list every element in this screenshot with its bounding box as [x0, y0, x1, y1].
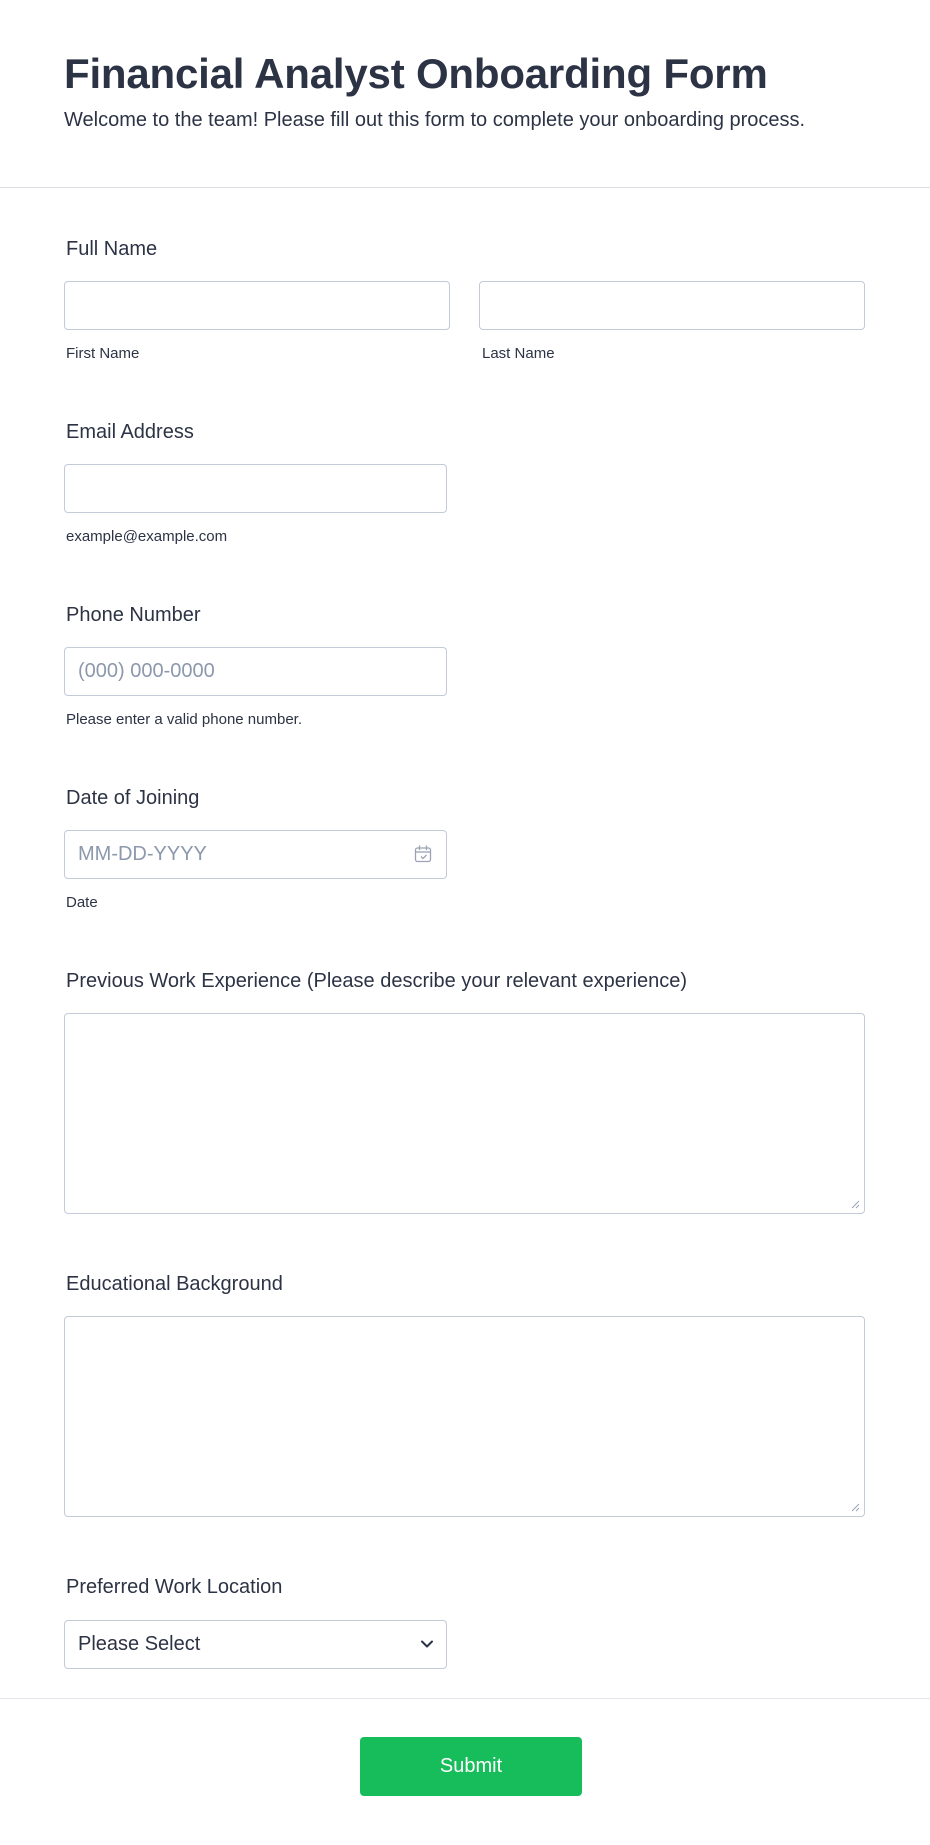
form-header: [0, 0, 930, 188]
resize-handle-icon[interactable]: [850, 1199, 860, 1209]
calendar-icon[interactable]: [414, 845, 432, 863]
first-name-input[interactable]: [64, 281, 450, 330]
education-label: Educational Background: [66, 1273, 283, 1295]
email-sublabel: example@example.com: [66, 528, 228, 545]
experience-textarea[interactable]: [64, 1013, 865, 1214]
phone-input[interactable]: [64, 647, 447, 696]
first-name-sublabel: First Name: [66, 345, 140, 362]
full-name-label: Full Name: [66, 238, 158, 260]
last-name-input[interactable]: [479, 281, 865, 330]
phone-sublabel: Please enter a valid phone number.: [66, 711, 302, 728]
chevron-down-icon: [420, 1639, 434, 1649]
resize-handle-icon[interactable]: [850, 1502, 860, 1512]
email-input[interactable]: [64, 464, 447, 513]
page-title: Financial Analyst Onboarding Form: [64, 50, 768, 97]
page-subtitle: Welcome to the team! Please fill out this form to complete your onboarding process.: [64, 109, 806, 131]
location-select[interactable]: [64, 1620, 447, 1669]
location-label: Preferred Work Location: [66, 1576, 283, 1598]
submit-button[interactable]: Submit: [360, 1737, 582, 1796]
education-textarea[interactable]: [64, 1316, 865, 1517]
date-sublabel: Date: [66, 894, 98, 911]
last-name-sublabel: Last Name: [482, 345, 555, 362]
date-input[interactable]: [64, 830, 447, 879]
phone-label: Phone Number: [66, 604, 201, 626]
footer-divider: [0, 1698, 930, 1699]
location-select-value: Please Select: [78, 1633, 201, 1655]
experience-label: Previous Work Experience (Please describe your relevant experience): [66, 970, 688, 992]
date-label: Date of Joining: [66, 787, 200, 809]
email-label: Email Address: [66, 421, 194, 443]
